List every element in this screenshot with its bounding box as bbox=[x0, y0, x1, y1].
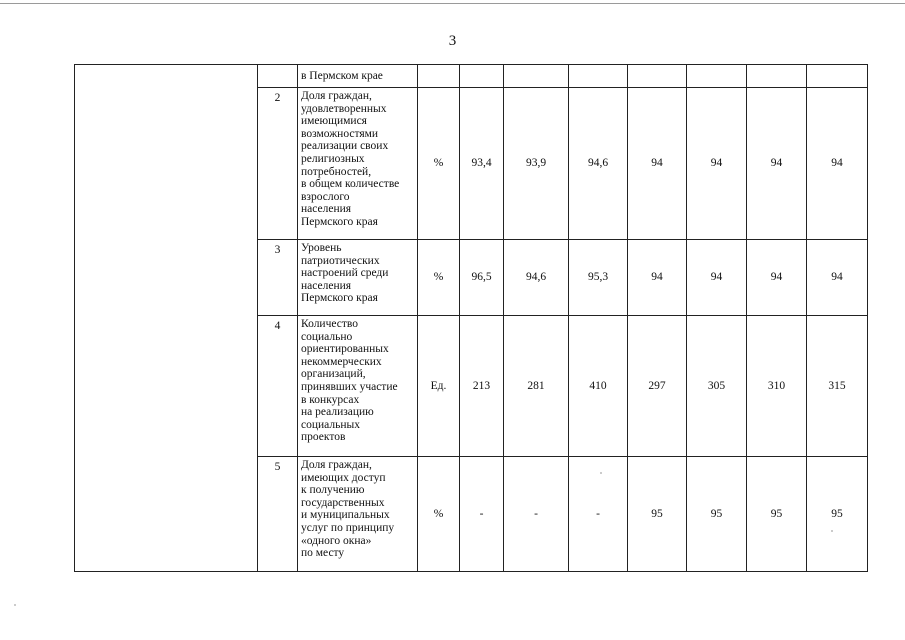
value-cell bbox=[628, 65, 687, 88]
value-cell bbox=[569, 65, 628, 88]
value-cell: 95 bbox=[687, 457, 747, 572]
value-cell: - bbox=[504, 457, 569, 572]
value-cell: 310 bbox=[747, 316, 807, 457]
scan-speck bbox=[600, 472, 602, 474]
indicators-table bbox=[74, 64, 868, 572]
unit-cell: Ед. bbox=[418, 316, 460, 457]
value-cell: 93,9 bbox=[504, 88, 569, 240]
unit-cell bbox=[418, 65, 460, 88]
value-cell: 297 bbox=[628, 316, 687, 457]
value-cell bbox=[687, 65, 747, 88]
table-row bbox=[75, 65, 868, 88]
value-cell: 94 bbox=[747, 240, 807, 316]
value-cell: 94 bbox=[807, 88, 868, 240]
unit-cell: % bbox=[418, 88, 460, 240]
scan-speck bbox=[831, 530, 833, 532]
scan-speck bbox=[14, 604, 16, 606]
value-cell: 95 bbox=[807, 457, 868, 572]
value-cell bbox=[504, 65, 569, 88]
page-number: 3 bbox=[448, 33, 457, 49]
row-number-cell bbox=[258, 65, 298, 88]
row-number-cell: 2 bbox=[258, 88, 298, 240]
value-cell: 315 bbox=[807, 316, 868, 457]
row-number-cell: 3 bbox=[258, 240, 298, 316]
value-cell: 94 bbox=[628, 88, 687, 240]
page-top-edge-line bbox=[0, 3, 905, 4]
value-cell: 95 bbox=[628, 457, 687, 572]
indicator-name-cell: Количество социально ориентированных некоммерческих организаций, принявших участие в конкурсах на реализацию социальных проектов bbox=[298, 316, 418, 457]
row-number-cell: 5 bbox=[258, 457, 298, 572]
value-cell: 94 bbox=[807, 240, 868, 316]
row-number-cell: 4 bbox=[258, 316, 298, 457]
value-cell: 95,3 bbox=[569, 240, 628, 316]
value-cell bbox=[807, 65, 868, 88]
value-cell: 94 bbox=[687, 240, 747, 316]
value-cell: 410 bbox=[569, 316, 628, 457]
indicator-name-cell: Доля граждан, имеющих доступ к получению государственных и муниципальных услуг по принципу «одного окна» по месту bbox=[298, 457, 418, 572]
indicator-name-cell: Доля граждан, удовлетворенных имеющимися возможностями реализации своих религиозных потребностей, в общем количестве взрослого населения Пермского края bbox=[298, 88, 418, 240]
value-cell bbox=[747, 65, 807, 88]
value-cell: 94,6 bbox=[504, 240, 569, 316]
value-cell: 213 bbox=[460, 316, 504, 457]
value-cell: 94 bbox=[628, 240, 687, 316]
indicator-name-cell: Уровень патриотических настроений среди населения Пермского края bbox=[298, 240, 418, 316]
value-cell: 281 bbox=[504, 316, 569, 457]
value-cell: 95 bbox=[747, 457, 807, 572]
unit-cell: % bbox=[418, 457, 460, 572]
value-cell: 93,4 bbox=[460, 88, 504, 240]
value-cell: 305 bbox=[687, 316, 747, 457]
value-cell: - bbox=[569, 457, 628, 572]
unit-cell: % bbox=[418, 240, 460, 316]
indicator-name-cell: в Пермском крае bbox=[298, 65, 418, 88]
value-cell bbox=[460, 65, 504, 88]
value-cell: 94,6 bbox=[569, 88, 628, 240]
value-cell: 96,5 bbox=[460, 240, 504, 316]
value-cell: 94 bbox=[747, 88, 807, 240]
value-cell: - bbox=[460, 457, 504, 572]
value-cell: 94 bbox=[687, 88, 747, 240]
empty-left-column bbox=[75, 65, 258, 572]
